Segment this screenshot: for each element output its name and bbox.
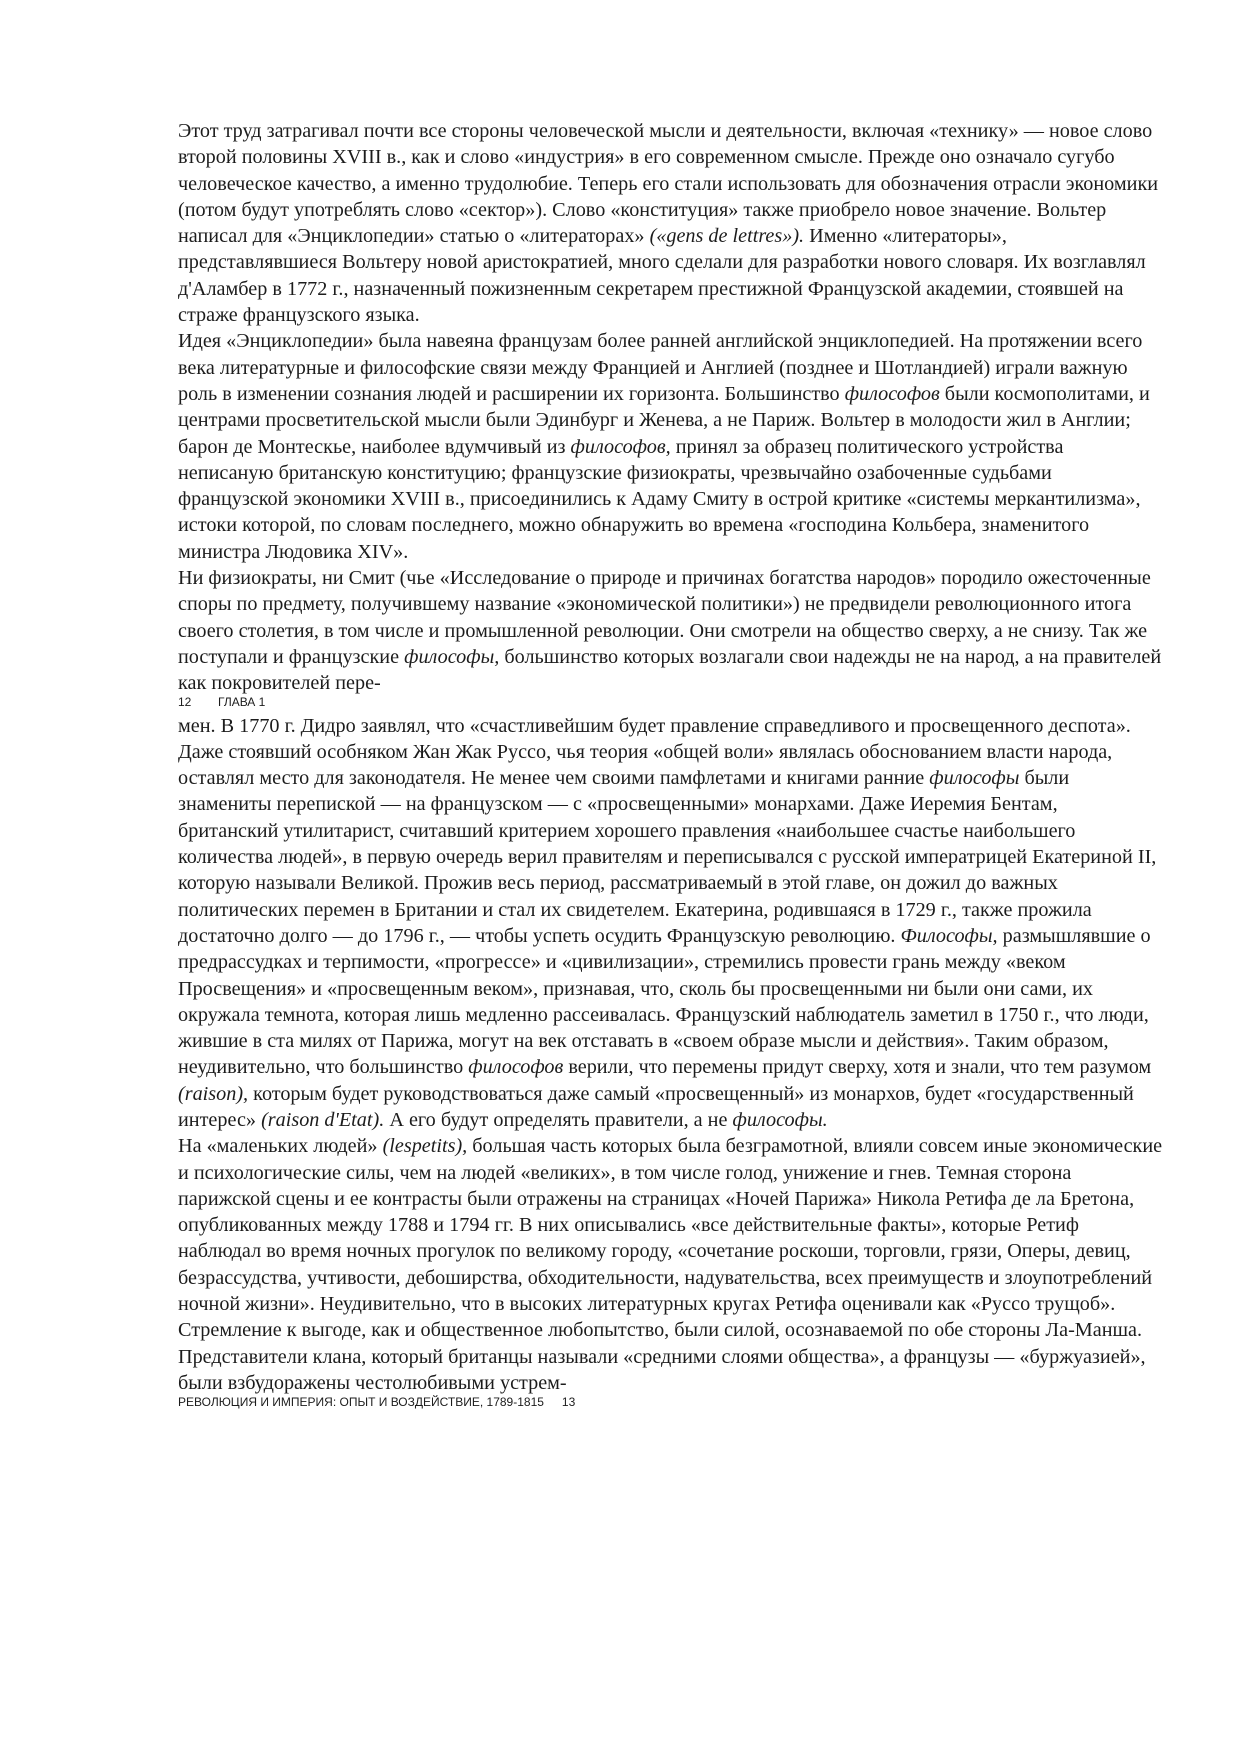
p2-italic-b: философов xyxy=(844,382,940,405)
running-head-book: РЕВОЛЮЦИЯ И ИМПЕРИЯ: ОПЫТ И ВОЗДЕЙСТВИЕ, 1789-1815 xyxy=(178,1395,544,1410)
page-number-left: 12 xyxy=(178,694,192,709)
paragraph-6 xyxy=(178,1317,1163,1396)
p2-text-a: Идея «Энциклопедии» была навеяна французам более ранней английской энциклопедией. На протяжении всего века литературные и философские связи между Францией и Англией (позднее и Шотландией) играли важную роль в изменении сознания людей и расширении их горизонта. Большинство xyxy=(178,330,1143,405)
p4-italic-d: Философы, xyxy=(900,924,998,947)
paragraph-3 xyxy=(178,565,1163,696)
p4-italic-f: философов xyxy=(468,1056,564,1079)
p1-text-c: Именно «литераторы», представлявшиеся Вольтеру новой аристократией, много сделали для разработки нового словаря. Их возглавлял д'Аламбер в 1772 г., назначенный пожизненным секретарем престижной Французской академии, стоявшей на страже французского языка. xyxy=(178,225,1146,327)
p4-text-e: размышлявшие о предрассудках и терпимости, «прогрессе» и «цивилизации», стремились провести грань между «веком Просвещения» и «просвещенным веком», признавая, что, сколь бы просвещенными ни были они сами, их окружала темнота, которая лишь медленно рассеивалась. Французский наблюдатель заметил в 1750 г., что люди, жившие в ста милях от Парижа, могут на век отставать в «своем образе мысли и действия». Таким образом, неудивительно, что большинство xyxy=(178,924,1151,1079)
p4-text-g: верили, что перемены придут сверху, хотя и знали, что тем разумом xyxy=(563,1056,1152,1079)
page-header-folio xyxy=(178,695,1163,710)
p5-text-c: большая часть которых была безграмотной, влияли совсем иные экономические и психологические силы, чем на людей «великих», в том числе голод, унижение и гнев. Темная сторона парижской сцены и ее контрасты были отражены на страницах «Ночей Парижа» Никола Ретифа де ла Бретона, опубликованных между 1788 и 1794 гг. В них описывались «все действительные факты», которые Ретиф наблюдал во время ночных прогулок по великому городу, «сочетание роскоши, торговли, грязи, Оперы, девиц, безрассудства, учтивости, дебоширства, обходительности, надувательства, всех преимуществ и злоупотреблений ночной жизни». Неудивительно, что в высоких литературных кругах Ретифа оценивали как «Руссо трущоб». xyxy=(178,1135,1163,1316)
p6-text-a: Стремление к выгоде, как и общественное любопытство, были силой, осознаваемой по обе стороны Ла-Манша. Представители клана, который британцы называли «средними слоями общества», а французы — «буржуазией», были взбудоражены честолюбивыми устрем- xyxy=(178,1319,1146,1394)
p4-text-c: были знамениты перепиской — на французском — с «просвещенными» монархами. Даже Иеремия Бентам, британский утилитарист, считавший критерием хорошего правления «наибольшее счастье наибольшего количества людей», в первую очередь верил правителям и переписывался с русской императрицей Екатериной II, которую называли Великой. Прожив весь период, рассматриваемый в этой главе, он дожил до важных политических перемен в Британии и стал их свидетелем. Екатерина, родившаяся в 1729 г., также прожила достаточно долго — до 1796 г., — чтобы успеть осудить Французскую революцию. xyxy=(178,767,1157,947)
paragraph-5 xyxy=(178,1133,1163,1317)
p2-italic-d: философов, xyxy=(570,435,671,458)
p5-text-a: На «маленьких людей» xyxy=(178,1135,383,1158)
document-page xyxy=(178,118,1163,1410)
p2-text-c: были космополитами, и центрами просветительской мысли были Эдинбург и Женева, а не Париж. Вольтер в молодости жил в Англии; барон де Монтескье, наиболее вдумчивый из xyxy=(178,382,1150,458)
p1-text-a: Этот труд затрагивал почти все стороны человеческой мысли и деятельности, включая «технику» — новое слово второй половины XVIII в., как и слово «индустрия» в его современном смысле. Прежде оно означало сугубо человеческое качество, а именно трудолюбие. Теперь его стали использовать для обозначения отрасли экономики (потом будут употреблять слово «сектор»). Слово «конституция» также приобрело новое значение. Вольтер написал для «Энциклопедии» статью о «литераторах» xyxy=(178,120,1159,248)
p4-italic-l: философы. xyxy=(732,1108,828,1131)
p4-italic-h: (raison), xyxy=(178,1082,249,1105)
p3-text-c: большинство которых возлагали свои надежды не на народ, а на правителей как покровителей пере- xyxy=(178,645,1162,695)
paragraph-1 xyxy=(178,118,1163,328)
p4-italic-b: философы xyxy=(929,767,1020,790)
running-head-chapter: ГЛАВА 1 xyxy=(218,694,266,709)
p3-italic-b: философы, xyxy=(404,645,500,668)
p4-text-i: которым будет руководствоваться даже самый «просвещенный» из монархов, будет «государственный интерес» xyxy=(178,1082,1134,1131)
p4-text-k: А его будут определять правители, а не xyxy=(384,1108,733,1131)
p1-italic-b: («gens de lettres»). xyxy=(649,225,805,248)
page-number-right: 13 xyxy=(561,1395,576,1410)
p3-text-a: Ни физиократы, ни Смит (чье «Исследование о природе и причинах богатства народов» породило ожесточенные споры по предмету, получившему название «экономической политики») не предвидели революционного итога своего столетия, в том числе и промышленной революции. Они смотрели на общество сверху, а не снизу. Так же поступали и французские xyxy=(178,567,1151,668)
p2-text-e: принял за образец политического устройства неписаную британскую конституцию; французские физиократы, чрезвычайно озабоченные судьбами французской экономики XVIII в., присоединились к Адаму Смиту в острой критике «системы меркантилизма», истоки которой, по словам последнего, можно обнаружить во времена «господина Кольбера, знаменитого министра Людовика XIV». xyxy=(178,435,1141,563)
paragraph-4 xyxy=(178,713,1163,1134)
page-footer-folio xyxy=(178,1395,1163,1410)
paragraph-2 xyxy=(178,328,1163,565)
p5-italic-b: (lespetits), xyxy=(382,1135,468,1158)
p4-italic-j: (raison d'Etat). xyxy=(261,1108,385,1131)
p4-text-a: мен. В 1770 г. Дидро заявлял, что «счастливейшим будет правление справедливого и просвещенного деспота». Даже стоявший особняком Жан Жак Руссо, чья теория «общей воли» являлась обоснованием власти народа, оставлял место для законодателя. Не менее чем своими памфлетами и книгами ранние xyxy=(178,714,1131,790)
